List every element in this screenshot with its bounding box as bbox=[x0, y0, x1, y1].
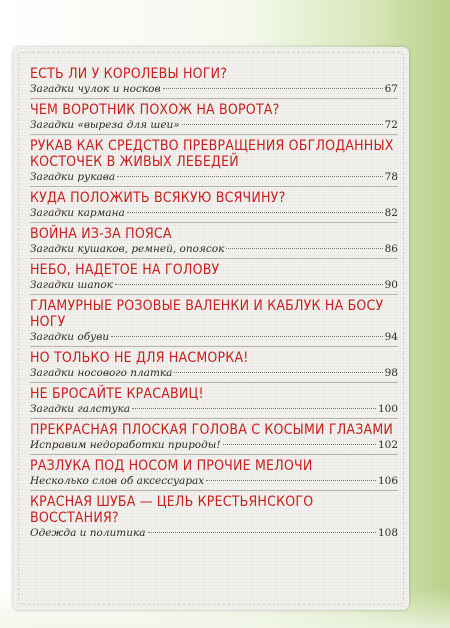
chapter-title: ЕСТЬ ЛИ У КОРОЛЕВЫ НОГИ? bbox=[30, 66, 228, 82]
chapter-title: ЧЕМ ВОРОТНИК ПОХОЖ НА ВОРОТА? bbox=[30, 102, 280, 118]
page-number: 100 bbox=[377, 403, 398, 415]
page-number: 102 bbox=[377, 439, 398, 451]
chapter-subtitle: Загадки галстука bbox=[30, 403, 131, 415]
entry-separator bbox=[30, 258, 398, 259]
chapter-subtitle-row bbox=[30, 118, 398, 134]
entry-separator bbox=[30, 346, 398, 347]
chapter-title: НО ТОЛЬКО НЕ ДЛЯ НАСМОРКА! bbox=[30, 350, 249, 366]
dot-leader bbox=[163, 88, 383, 89]
chapter-subtitle: Загадки рукава bbox=[30, 171, 116, 183]
toc-entry[interactable] bbox=[30, 350, 398, 383]
entry-separator bbox=[30, 134, 398, 135]
dot-leader bbox=[174, 372, 382, 373]
dot-leader bbox=[127, 212, 383, 213]
chapter-subtitle-row bbox=[30, 402, 398, 418]
dot-leader bbox=[111, 336, 383, 337]
page-number: 106 bbox=[377, 475, 398, 487]
chapter-subtitle: Загадки обуви bbox=[30, 331, 110, 343]
chapter-subtitle-row bbox=[30, 170, 398, 186]
page-number: 78 bbox=[384, 171, 398, 183]
page-number: 86 bbox=[384, 243, 398, 255]
dot-leader bbox=[206, 480, 376, 481]
chapter-subtitle: Несколько слов об аксессуарах bbox=[30, 475, 205, 487]
page-number: 90 bbox=[384, 279, 398, 291]
dot-leader bbox=[117, 176, 383, 177]
entry-separator bbox=[30, 186, 398, 187]
chapter-subtitle: Загадки шапок bbox=[30, 279, 113, 291]
toc-entry[interactable] bbox=[30, 66, 398, 99]
entry-separator bbox=[30, 490, 398, 491]
page-number: 67 bbox=[384, 83, 398, 95]
dot-leader bbox=[182, 124, 383, 125]
toc-entry[interactable] bbox=[30, 226, 398, 259]
toc-entry[interactable] bbox=[30, 190, 398, 223]
page-number: 98 bbox=[384, 367, 398, 379]
chapter-subtitle-row bbox=[30, 330, 398, 346]
chapter-subtitle: Загадки кушаков, ремней, опоясок bbox=[30, 243, 225, 255]
chapter-subtitle: Загадки кармана bbox=[30, 207, 125, 219]
chapter-title: РУКАВ КАК СРЕДСТВО ПРЕВРАЩЕНИЯ ОБГЛОДАННЫХ КОСТОЧЕК В ЖИВЫХ ЛЕБЕДЕЙ bbox=[30, 138, 394, 170]
chapter-title: РАЗЛУКА ПОД НОСОМ И ПРОЧИЕ МЕЛОЧИ bbox=[30, 458, 313, 474]
page-number: 82 bbox=[384, 207, 398, 219]
toc-entry[interactable] bbox=[30, 386, 398, 419]
dot-leader bbox=[148, 532, 376, 533]
entry-separator bbox=[30, 98, 398, 99]
chapter-title: КРАСНАЯ ШУБА — ЦЕЛЬ КРЕСТЬЯНСКОГО ВОССТАНИЯ? bbox=[30, 494, 314, 526]
chapter-title: КУДА ПОЛОЖИТЬ ВСЯКУЮ ВСЯЧИНУ? bbox=[30, 190, 286, 206]
chapter-subtitle: Загадки «выреза для шеи» bbox=[30, 119, 180, 131]
toc-entry[interactable] bbox=[30, 138, 398, 187]
chapter-subtitle-row bbox=[30, 278, 398, 294]
toc-entry[interactable] bbox=[30, 262, 398, 295]
dot-leader bbox=[132, 408, 376, 409]
chapter-subtitle: Одежда и политика bbox=[30, 527, 146, 539]
chapter-title: ПРЕКРАСНАЯ ПЛОСКАЯ ГОЛОВА С КОСЫМИ ГЛАЗАМИ bbox=[30, 422, 394, 438]
page-number: 72 bbox=[384, 119, 398, 131]
table-of-contents bbox=[30, 66, 398, 545]
chapter-subtitle-row bbox=[30, 526, 398, 542]
chapter-title: ВОЙНА ИЗ-ЗА ПОЯСА bbox=[30, 226, 172, 242]
chapter-title: НЕБО, НАДЕТОЕ НА ГОЛОВУ bbox=[30, 262, 220, 278]
chapter-subtitle-row bbox=[30, 366, 398, 382]
entry-separator bbox=[30, 382, 398, 383]
page-number: 94 bbox=[384, 331, 398, 343]
chapter-subtitle-row bbox=[30, 206, 398, 222]
chapter-subtitle: Загадки чулок и носков bbox=[30, 83, 161, 95]
chapter-title: ГЛАМУРНЫЕ РОЗОВЫЕ ВАЛЕНКИ И КАБЛУК НА БОСУ НОГУ bbox=[30, 298, 384, 330]
toc-entry[interactable] bbox=[30, 458, 398, 491]
entry-separator bbox=[30, 294, 398, 295]
chapter-subtitle: Загадки носового платка bbox=[30, 367, 173, 379]
page-number: 108 bbox=[377, 527, 398, 539]
dot-leader bbox=[115, 284, 383, 285]
entry-separator bbox=[30, 418, 398, 419]
chapter-title: НЕ БРОСАЙТЕ КРАСАВИЦ! bbox=[30, 386, 204, 402]
chapter-subtitle-row bbox=[30, 242, 398, 258]
toc-entry[interactable] bbox=[30, 494, 398, 542]
entry-separator bbox=[30, 222, 398, 223]
chapter-subtitle: Исправим недоработки природы! bbox=[30, 439, 221, 451]
chapter-subtitle-row bbox=[30, 474, 398, 490]
dot-leader bbox=[223, 444, 376, 445]
chapter-subtitle-row bbox=[30, 82, 398, 98]
toc-entry[interactable] bbox=[30, 298, 398, 347]
dot-leader bbox=[226, 248, 382, 249]
toc-entry[interactable] bbox=[30, 102, 398, 135]
chapter-subtitle-row bbox=[30, 438, 398, 454]
entry-separator bbox=[30, 454, 398, 455]
toc-entry[interactable] bbox=[30, 422, 398, 455]
